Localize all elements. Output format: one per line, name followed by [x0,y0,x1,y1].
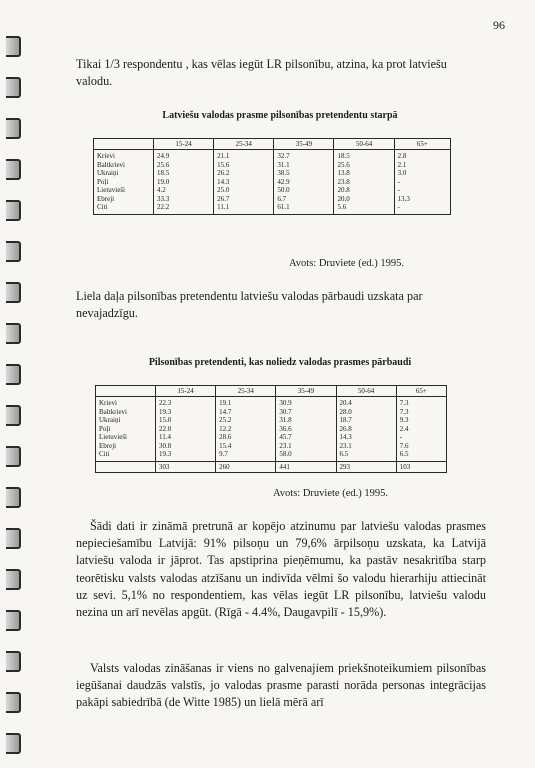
paragraph-state-language: Valsts valodas zināšanas ir viens no galvenajiem priekšnoteikumiem pilsonības iegūšanai daudzās valstīs, jo valodas prasme parasti norāda personas integrācijas pakāpi sabiedrībā (de Witte 1985) un lielā mērā arī [76,661,486,710]
binding-ring [6,282,21,303]
page-number: 96 [493,18,505,32]
total-35-49: 441 [276,461,336,473]
column-65-plus: 7.3 7.3 9.3 2.4 - 7.6 6.5 [396,397,446,462]
table-row [94,150,451,215]
binding-ring [6,610,21,631]
total-25-34: 260 [216,461,276,473]
column-35-49: 30.9 30.7 31.8 36.6 45.7 23.1 58.0 [276,397,336,462]
binding-ring [6,77,21,98]
total-50-64: 293 [336,461,396,473]
column-15-24: 22.3 19.3 15.0 22.0 11.4 30.8 19.3 [156,397,216,462]
table-header-cell [96,386,156,397]
binding-ring [6,733,21,754]
paragraph-intro: Tikai 1/3 respondentu , kas vēlas iegūt LR pilsonību, atzina, ka prot latviešu valodu. [76,57,447,89]
table-header-cell: 50-64 [336,386,396,397]
table-2-source: Avots: Druviete (ed.) 1995. [273,488,388,499]
binding-ring [6,692,21,713]
table-header-cell: 65+ [394,139,450,150]
table-2-title: Pilsonības pretendenti, kas noliedz valodas prasmes pārbaudi [148,357,412,368]
paragraph-contradiction: Šādi dati ir zināmā pretrunā ar kopējo atzinumu par latviešu valodas prasmes nepieciešamību Latvijā: 91% pilsoņu un 79,6% ārpilsoņu uzskata, ka Latvijā latviešu valoda ir jāprot. Tas apstiprina pieņēmumu, ka pastāv nesakritība starp teorētisku valsts valodas atzīšanu un indivīda vēlmi šo valodu hierarhiju attiecināt uz sevi. 5,1% no respondentiem, kas vēlas iegūt LR pilsonību, latviešu valodu nezina un arī nevēlas apgūt. (Rīgā - 4.4%, Daugavpilī - 15,9%). [76,519,486,620]
table-header-cell [94,139,154,150]
nationality-labels: Krievi Baltkrievi Ukraiņi Poļi Lietuvieši Ebreji Citi [96,397,156,462]
table-header-cell: 15-24 [156,386,216,397]
binding-ring [6,487,21,508]
column-65-plus: 2.8 2.1 3.0 - - 13.3 - [394,150,450,215]
binding-ring [6,405,21,426]
totals-label [96,461,156,473]
nationality-labels: Krievi Baltkrievi Ukraiņi Poļi Lietuvieši Ebreji Citi [94,150,154,215]
binding-ring [6,241,21,262]
table-header-row [96,386,447,397]
table-row [96,397,447,462]
table-header-cell: 35-49 [274,139,334,150]
binding-ring [6,118,21,139]
column-25-34: 19.1 14.7 25.2 12.2 28.6 15.4 9.7 [216,397,276,462]
column-35-49: 32.7 31.1 38.5 42.9 50.0 6.7 61.1 [274,150,334,215]
total-65-plus: 103 [396,461,446,473]
test-rejection-table [95,385,447,473]
column-25-34: 21.1 15.6 26.2 14.3 25.0 26.7 11.1 [214,150,274,215]
binding-ring [6,159,21,180]
table-totals-row [96,461,447,473]
binding-ring [6,200,21,221]
column-15-24: 24.9 25.6 18.5 19.0 4.2 33.3 22.2 [154,150,214,215]
table-header-cell: 50-64 [334,139,394,150]
language-proficiency-table [93,138,451,215]
table-1-source: Avots: Druviete (ed.) 1995. [289,258,404,269]
binding-ring [6,364,21,385]
table-header-cell: 25-34 [214,139,274,150]
table-header-cell: 35-49 [276,386,336,397]
table-header-row [94,139,451,150]
binding-ring [6,651,21,672]
spiral-binding [0,0,24,768]
binding-ring [6,528,21,549]
total-15-24: 303 [156,461,216,473]
column-50-64: 20.4 28.0 18.7 26.8 14.3 23.1 6.5 [336,397,396,462]
table-header-cell: 25-34 [216,386,276,397]
binding-ring [6,569,21,590]
table-1-title: Latviešu valodas prasme pilsonības pretendentu starpā [162,110,398,121]
paragraph-test-opinion: Liela daļa pilsonības pretendentu latviešu valodas pārbaudi uzskata par nevajadzīgu. [76,289,423,321]
table-header-cell: 15-24 [154,139,214,150]
binding-ring [6,36,21,57]
binding-ring [6,323,21,344]
binding-ring [6,446,21,467]
table-header-cell: 65+ [396,386,446,397]
column-50-64: 18.5 25.6 13.8 23.8 20.8 20.0 5.6 [334,150,394,215]
